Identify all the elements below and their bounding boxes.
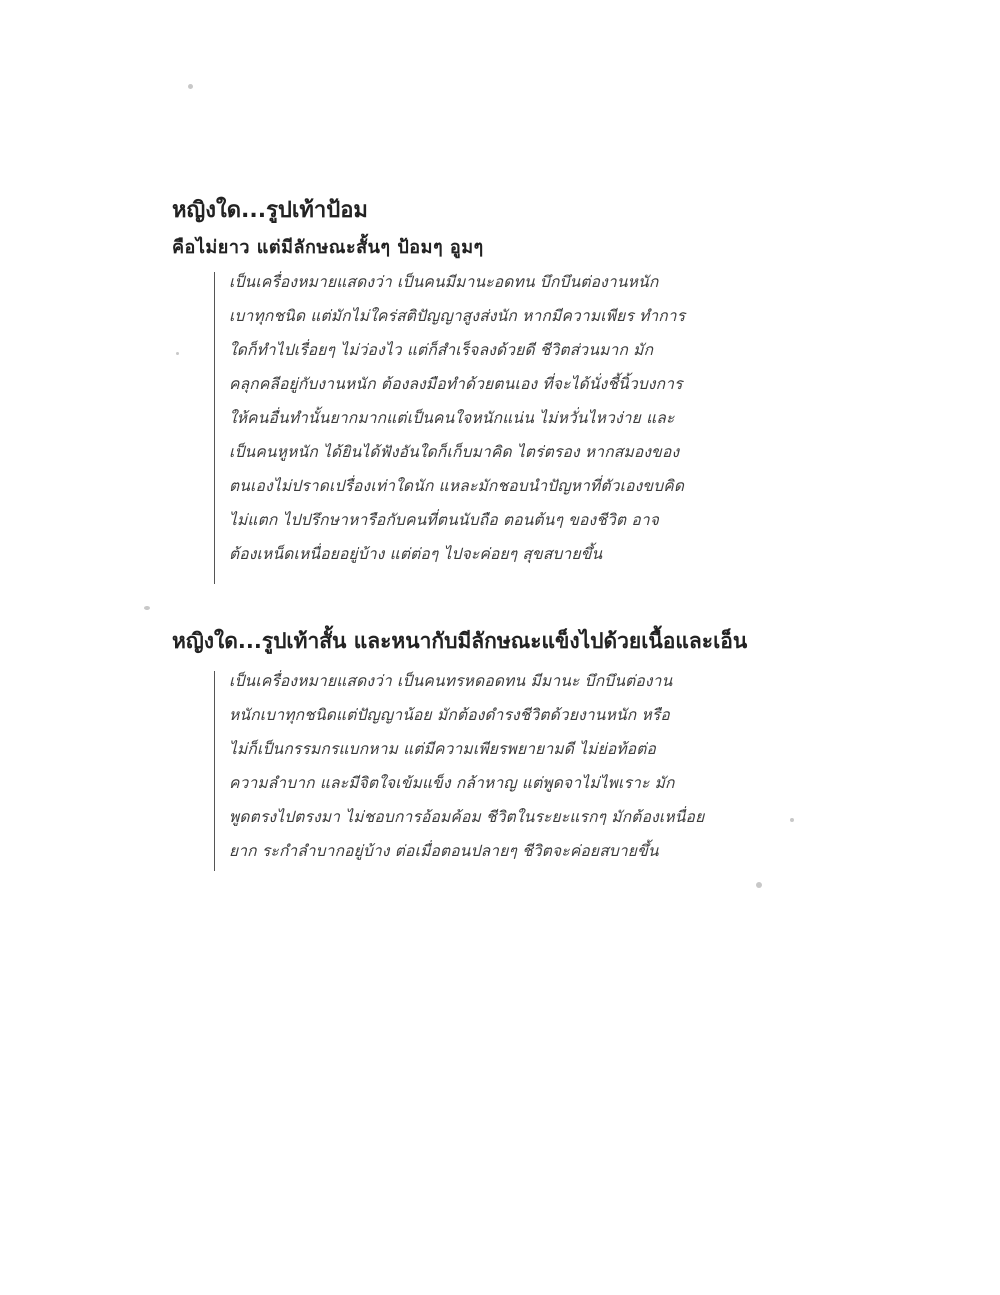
section2-line: ยาก ระกำลำบากอยู่บ้าง ต่อเมื่อตอนปลายๆ ชีวิตจะค่อยสบายขึ้น	[229, 842, 659, 860]
scan-speck	[144, 606, 150, 610]
section1-line: ต้องเหน็ดเหนื่อยอยู่บ้าง แต่ต่อๆ ไปจะค่อยๆ สุขสบายขึ้น	[229, 545, 603, 563]
section1-line: ตนเองไม่ปราดเปรื่องเท่าใดนัก แหละมักชอบนำปัญหาที่ตัวเองขบคิด	[229, 477, 685, 495]
section2-title: หญิงใด...รูปเท้าสั้น และหนากับมีลักษณะแข็งไปด้วยเนื้อและเอ็น	[172, 629, 748, 653]
section2-body	[214, 671, 775, 871]
section1-title: หญิงใด...รูปเท้าป้อม	[172, 198, 368, 223]
scan-speck	[756, 882, 762, 888]
section2-line: หนักเบาทุกชนิดแต่ปัญญาน้อย มักต้องดำรงชีวิตด้วยงานหนัก หรือ	[229, 706, 670, 724]
section2-line: ไม่ก็เป็นกรรมกรแบกหาม แต่มีความเพียรพยายามดี ไม่ย่อท้อต่อ	[229, 740, 657, 758]
section2-line: พูดตรงไปตรงมา ไม่ชอบการอ้อมค้อม ชีวิตในระยะแรกๆ มักต้องเหนื่อย	[229, 808, 705, 826]
scan-speck	[790, 818, 794, 822]
section1-line: ใดก็ทำไปเรื่อยๆ ไม่ว่องไว แต่ก็สำเร็จลงด้วยดี ชีวิตส่วนมาก มัก	[229, 341, 654, 359]
section2-line: เป็นเครื่องหมายแสดงว่า เป็นคนทรหดอดทน มีมานะ บึกบึนต่องาน	[229, 672, 673, 690]
section1-line: ไม่แตก ไปปรึกษาหารือกับคนที่ตนนับถือ ตอนต้นๆ ของชีวิต อาจ	[229, 511, 660, 529]
section1-line: ให้คนอื่นทำนั้นยากมากแต่เป็นคนใจหนักแน่น ไม่หวั่นไหวง่าย และ	[229, 409, 675, 427]
scan-speck	[176, 352, 179, 355]
section1-line: เป็นคนหูหนัก ได้ยินได้ฟังอันใดก็เก็บมาคิด ไตร่ตรอง หากสมองของ	[229, 443, 680, 461]
section1-line: เป็นเครื่องหมายแสดงว่า เป็นคนมีมานะอดทน บึกบึนต่องานหนัก	[229, 273, 659, 291]
section1-line: คลุกคลีอยู่กับงานหนัก ต้องลงมือทำด้วยตนเอง ที่จะได้นั่งชี้นิ้วบงการ	[229, 375, 683, 393]
section2-line: ความลำบาก และมีจิตใจเข้มแข็ง กล้าหาญ แต่พูดจาไม่ไพเราะ มัก	[229, 774, 675, 792]
section1-line: เบาทุกชนิด แต่มักไม่ใคร่สติปัญญาสูงส่งนัก หากมีความเพียร ทำการ	[229, 307, 686, 325]
section1-subtitle: คือไม่ยาว แต่มีลักษณะสั้นๆ ป้อมๆ อูมๆ	[172, 237, 484, 258]
section1-body	[214, 272, 775, 584]
scan-speck	[188, 84, 193, 89]
